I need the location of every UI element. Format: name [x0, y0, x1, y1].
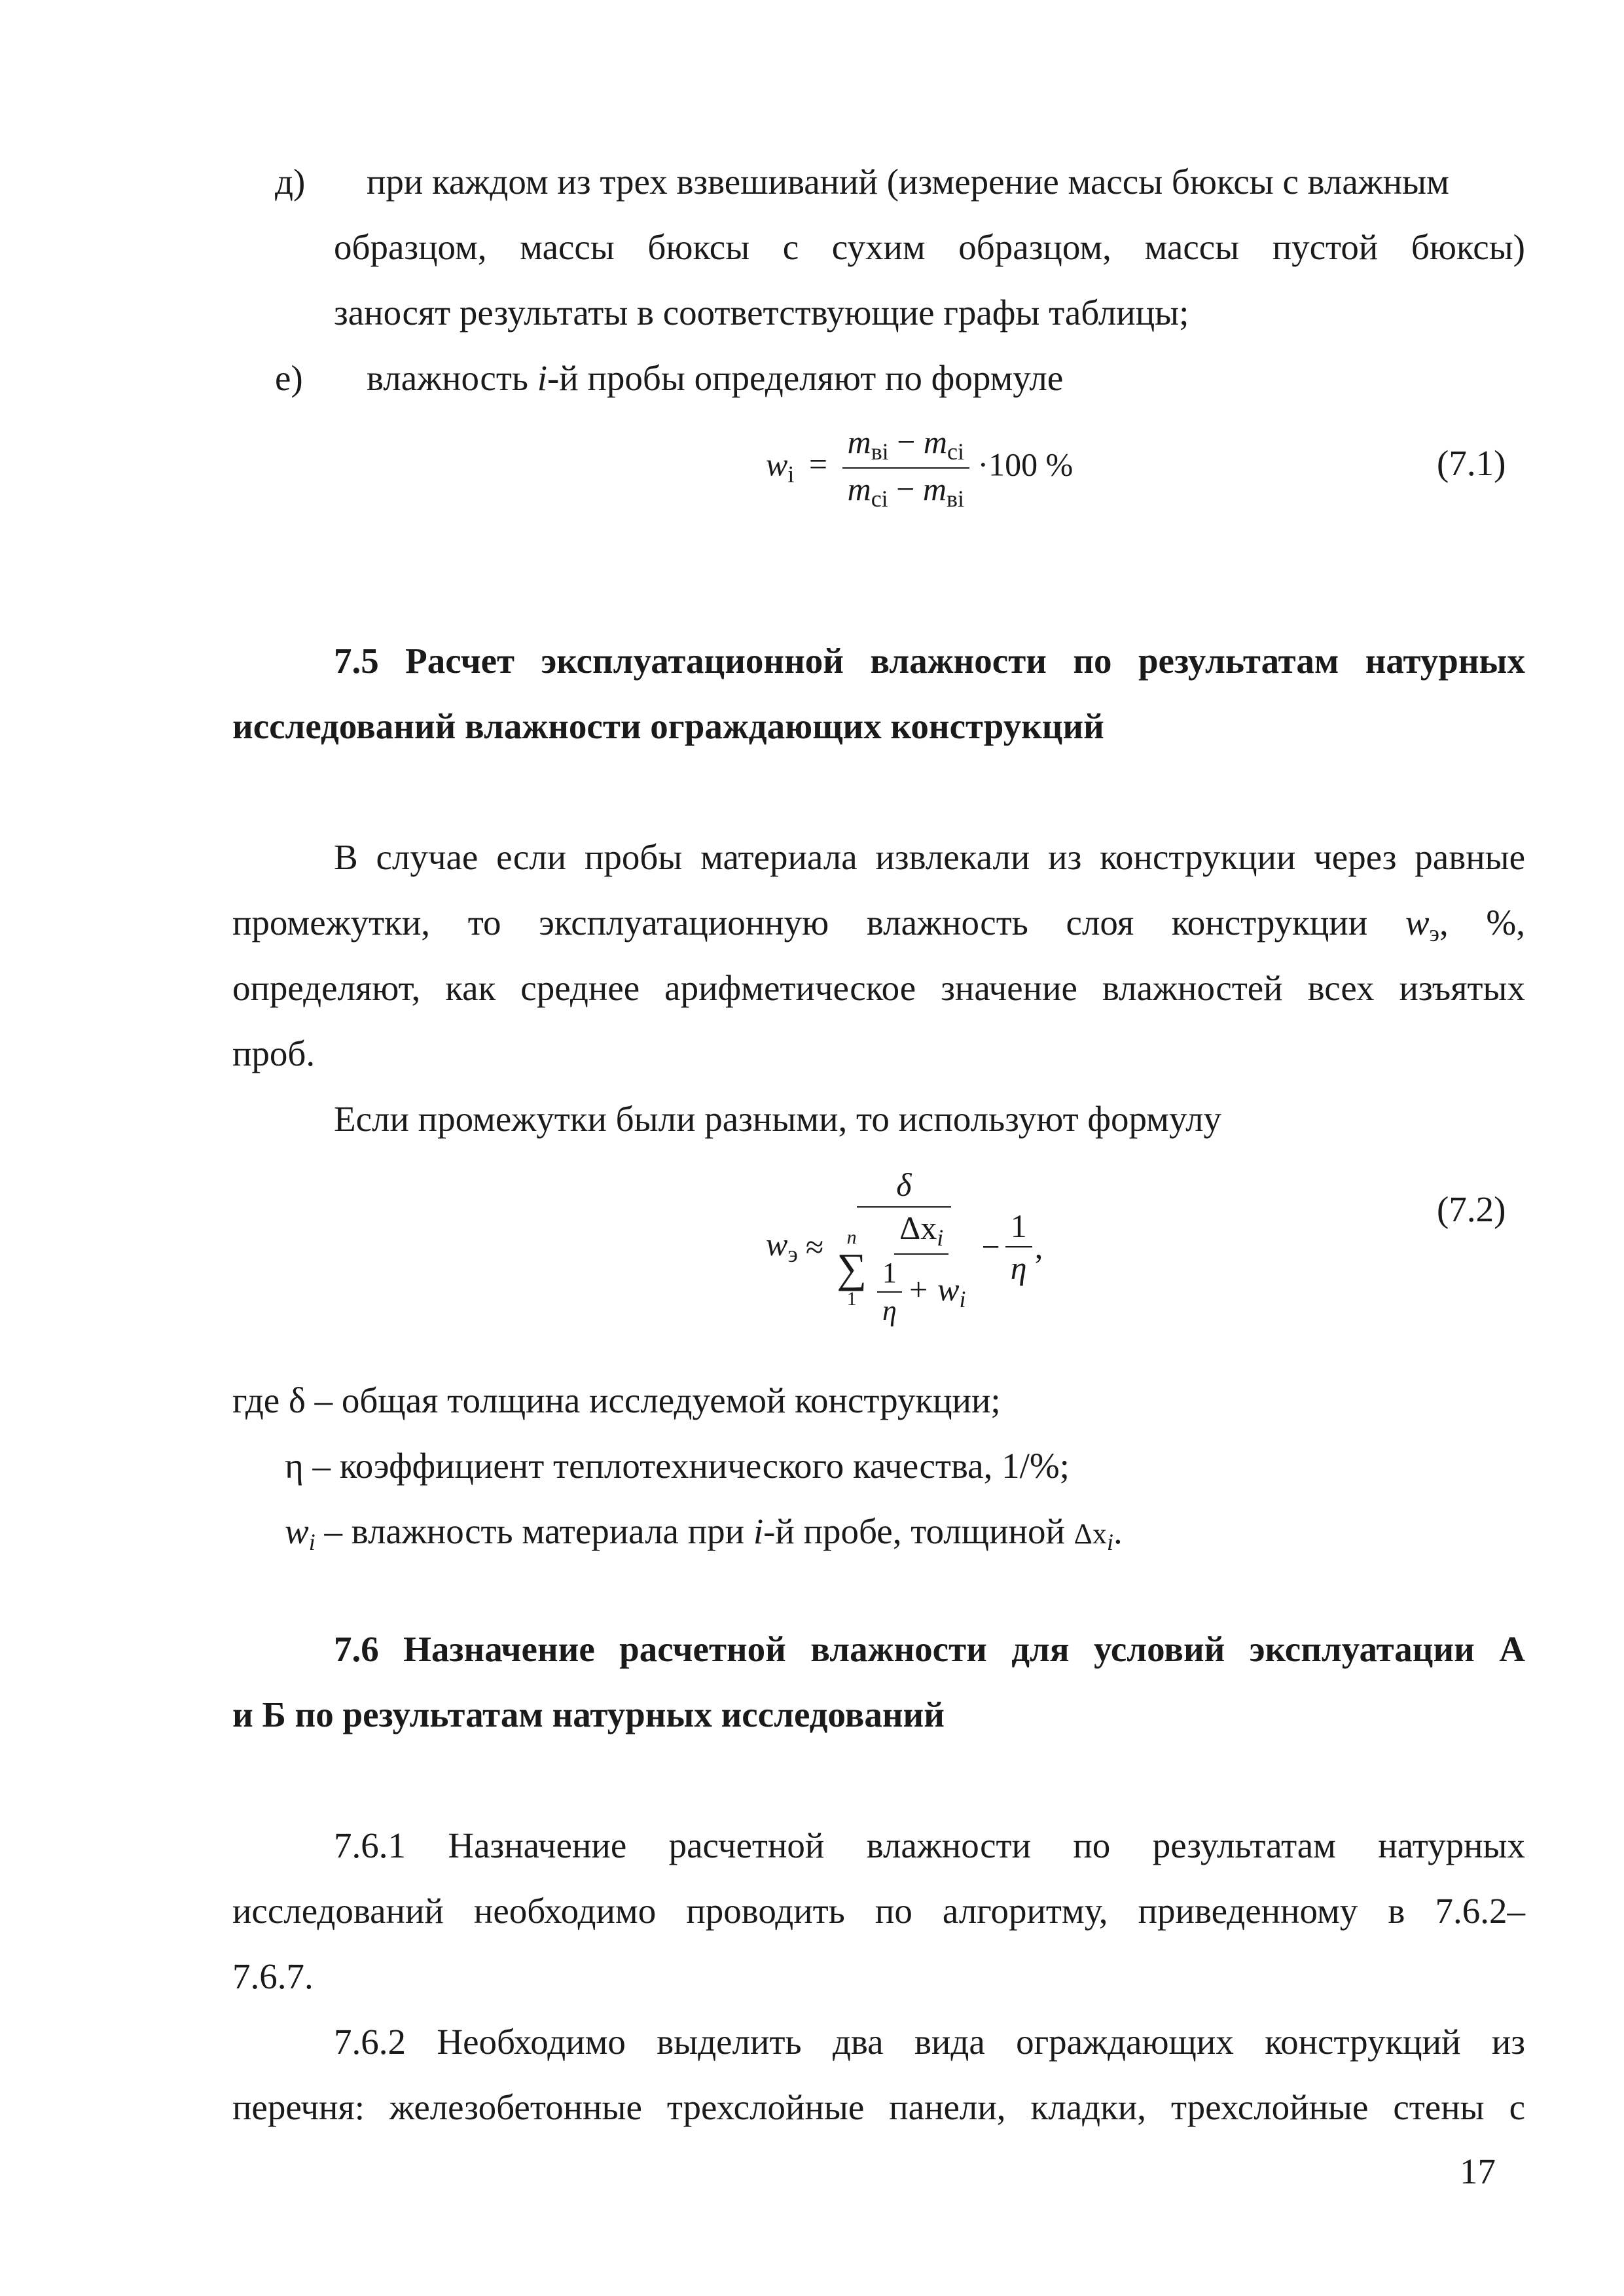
sum-symbol: n ∑ 1 — [837, 1227, 867, 1310]
paragraph-line: 7.6.2 Необходимо выделить два вида ограждающих конструкций из — [334, 2022, 1525, 2062]
section-heading-7-6-line-2: и Б по результатам натурных исследований — [232, 1695, 945, 1734]
page-number: 17 — [1460, 2151, 1496, 2191]
where-line: где δ – общая толщина исследуемой конструкции; — [232, 1380, 1001, 1420]
section-heading-7-6: 7.6 Назначение расчетной влажности для условий эксплуатации А — [334, 1629, 1525, 1669]
paragraph-line: 7.6.1 Назначение расчетной влажности по результатам натурных — [334, 1825, 1525, 1865]
paragraph-line: проб. — [232, 1033, 316, 1073]
paragraph-line: В случае если пробы материала извлекали из конструкции через равные — [334, 837, 1525, 877]
paragraph-line: 7.6.7. — [232, 1956, 314, 1996]
list-item-d-line-2: образцом, массы бюксы с сухим образцом, массы пустой бюксы) — [334, 227, 1525, 267]
where-line: η – коэффициент теплотехнического качества, 1/%; — [285, 1446, 1070, 1486]
formula-7-2: $w_э$ ≈ δ n ∑ 1 $\Delta x_i$ $\frac{1}{\eta}$ + $w_i$ − $\frac{1}{\eta}$ , — [766, 1166, 1043, 1327]
section-heading-7-5-line-2: исследований влажности ограждающих конструкций — [232, 706, 1104, 746]
paragraph-line: промежутки, то эксплуатационную влажность слоя конструкции $w_э$, %, — [232, 903, 1525, 946]
formula-fraction: δ n ∑ 1 $\Delta x_i$ $\frac{1}{\eta}$ + $w_i$ — [837, 1166, 966, 1327]
list-item-e: е) влажность i-й пробы определяют по формуле — [275, 346, 1525, 411]
equation-number-7-1: (7.1) — [1437, 443, 1506, 483]
paragraph-line: исследований необходимо проводить по алгоритму, приведенному в 7.6.2– — [232, 1891, 1525, 1931]
list-item-label: д) — [275, 162, 306, 202]
list-item-text: при каждом из трех взвешиваний (измерение массы бюксы с влажным — [367, 162, 1449, 202]
paragraph-line: определяют, как среднее арифметическое значение влажностей всех изъятых — [232, 968, 1525, 1008]
equation-number-7-2: (7.2) — [1437, 1189, 1506, 1229]
where-line: $w_i$ – влажность материала при i-й пробе, толщиной $\Delta x_i$. — [285, 1511, 1123, 1555]
formula-7-1: $w_i$ = $\frac{m_{вi} - m_{сi}}{m_{сi} - m_{вi}}$ ·100 % — [766, 423, 1074, 512]
list-item-label: е) — [275, 358, 303, 398]
list-item-d — [275, 149, 1525, 215]
section-heading-7-5: 7.5 Расчет эксплуатационной влажности по результатам натурных — [334, 641, 1525, 681]
list-item-d-line-3: заносят результаты в соответствующие графы таблицы; — [334, 293, 1189, 332]
paragraph-line: Если промежутки были разными, то используют формулу — [334, 1099, 1222, 1139]
paragraph-line: перечня: железобетонные трехслойные панели, кладки, трехслойные стены с — [232, 2087, 1525, 2127]
formula-fraction: $\frac{m_{вi} - m_{сi}}{m_{сi} - m_{вi}}$ — [842, 425, 969, 511]
